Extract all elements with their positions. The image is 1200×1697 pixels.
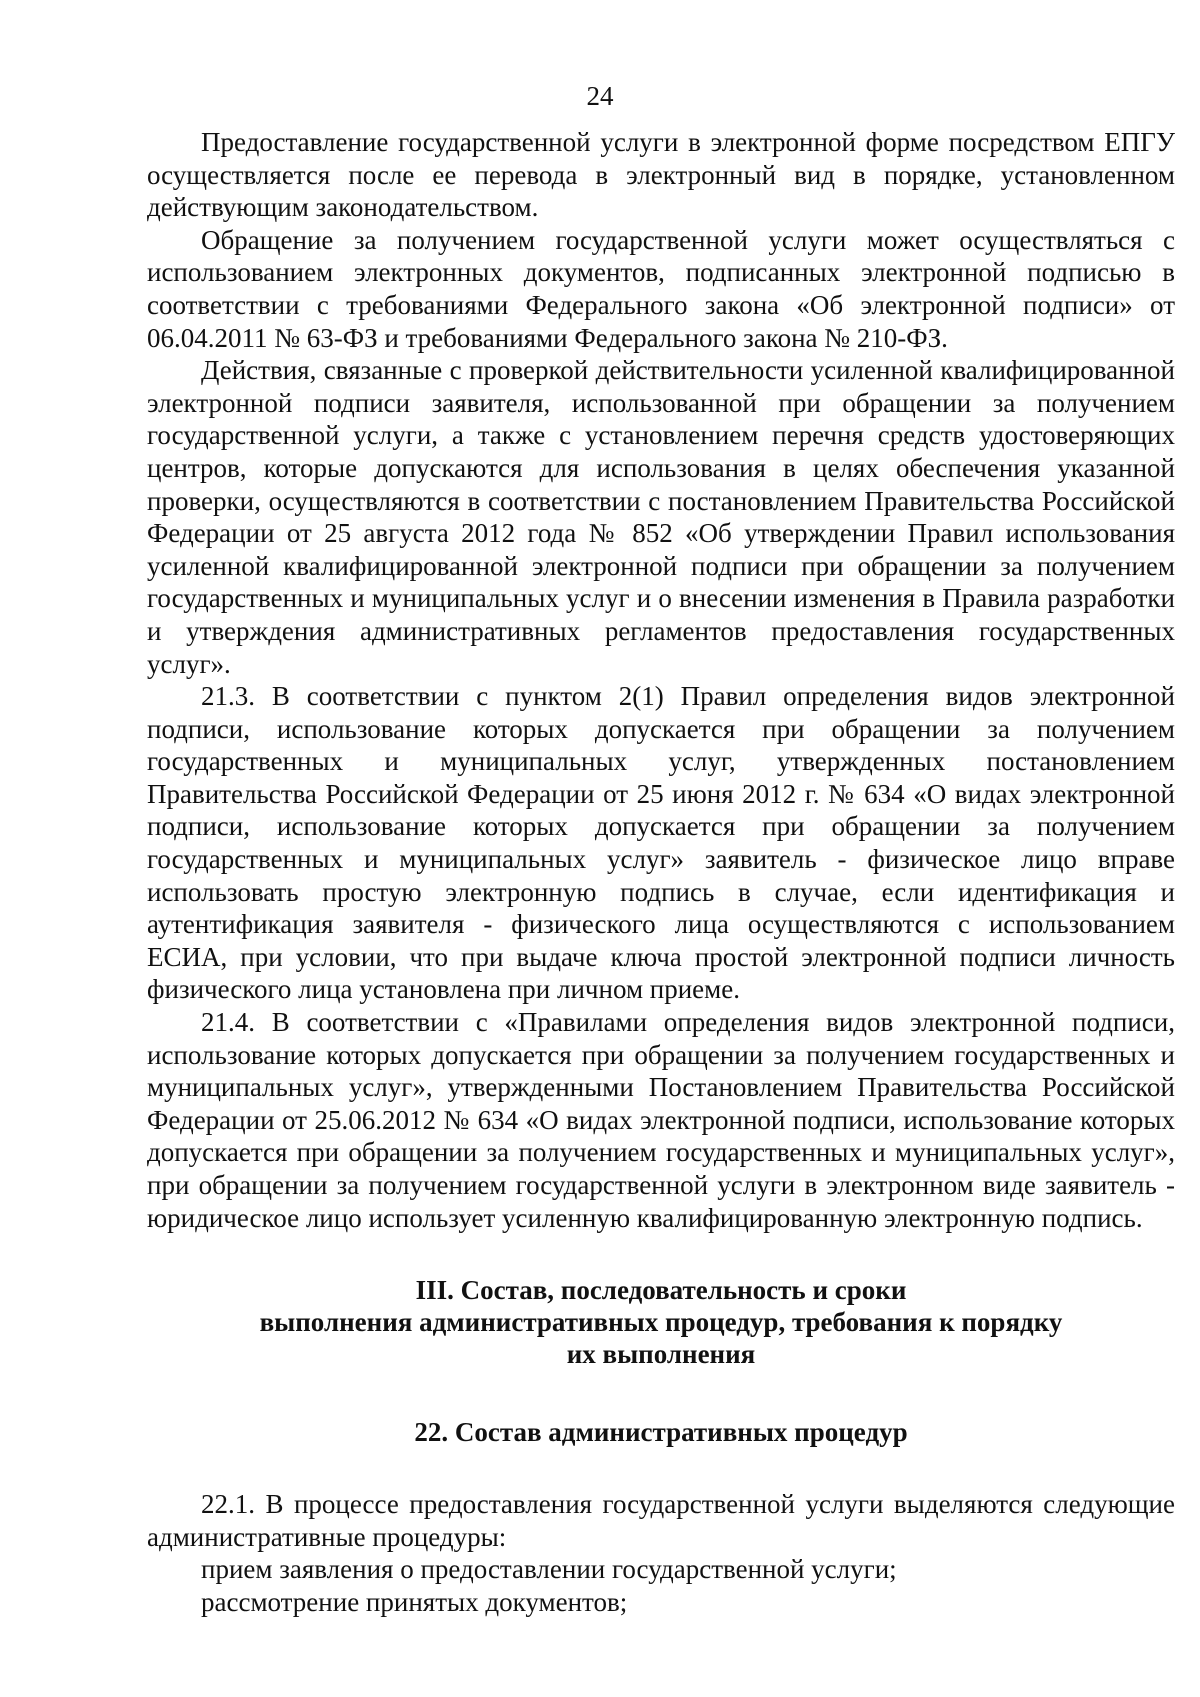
list-item: прием заявления о предоставлении государственной услуги;: [201, 1554, 897, 1585]
section-heading: [147, 1274, 1175, 1370]
paragraph-22-1: 22.1. В процессе предоставления государственной услуги выделяются следующие административные процедуры:: [147, 1489, 1175, 1552]
paragraph-electronic-documents: Обращение за получением государственной услуги может осуществляться с использованием электронных документов, подписанных электронной подписью в соответствии с требованиями Федерального закона «Об электронной подписи» от 06.04.2011 № 63-ФЗ и требованиями Федерального закона № 210-ФЗ.: [147, 224, 1175, 353]
section-heading-line-3: их выполнения: [566, 1339, 756, 1370]
document-body: [147, 126, 1175, 1619]
page-number: 24: [586, 81, 614, 111]
section-heading-line-2: выполнения административных процедур, требования к порядку: [259, 1307, 1063, 1338]
section-heading-line-1: III. Состав, последовательность и сроки: [415, 1275, 907, 1306]
subsection-heading: 22. Состав административных процедур: [414, 1417, 908, 1448]
paragraph-epgu: Предоставление государственной услуги в электронной форме посредством ЕПГУ осуществляется после ее перевода в электронный вид в порядке, установленном действующим законодательством.: [147, 127, 1175, 223]
paragraph-21-3: 21.3. В соответствии с пунктом 2(1) Правил определения видов электронной подписи, использование которых допускается при обращении за получением государственных и муниципальных услуг, утвержденных постановлением Правительства Российской Федерации от 25 июня 2012 г. № 634 «О видах электронной подписи, использование которых допускается при обращении за получением государственных и муниципальных услуг» заявитель - физическое лицо вправе использовать простую электронную подпись в случае, если идентификация и аутентификация заявителя - физического лица осуществляются с использованием ЕСИА, при условии, что при выдаче ключа простой электронной подписи личность физического лица установлена при личном приеме.: [147, 681, 1175, 1005]
list-item: рассмотрение принятых документов;: [201, 1586, 628, 1617]
paragraph-21-4: 21.4. В соответствии с «Правилами определения видов электронной подписи, использование которых допускается при обращении за получением государственных и муниципальных услуг», утвержденными Постановлением Правительства Российской Федерации от 25.06.2012 № 634 «О видах электронной подписи, использование которых допускается при обращении за получением государственных и муниципальных услуг», при обращении за получением государственной услуги в электронном виде заявитель - юридическое лицо использует усиленную квалифицированную электронную подпись.: [147, 1007, 1175, 1233]
paragraph-signature-verification: Действия, связанные с проверкой действительности усиленной квалифицированной электронной подписи заявителя, использованной при обращении за получением государственной услуги, а также с установлением перечня средств удостоверяющих центров, которые допускаются для использования в целях обеспечения указанной проверки, осуществляются в соответствии с постановлением Правительства Российской Федерации от 25 августа 2012 года № 852 «Об утверждении Правил использования усиленной квалифицированной электронной подписи при обращении за получением государственных и муниципальных услуг и о внесении изменения в Правила разработки и утверждения административных регламентов предоставления государственных услуг».: [147, 355, 1175, 679]
